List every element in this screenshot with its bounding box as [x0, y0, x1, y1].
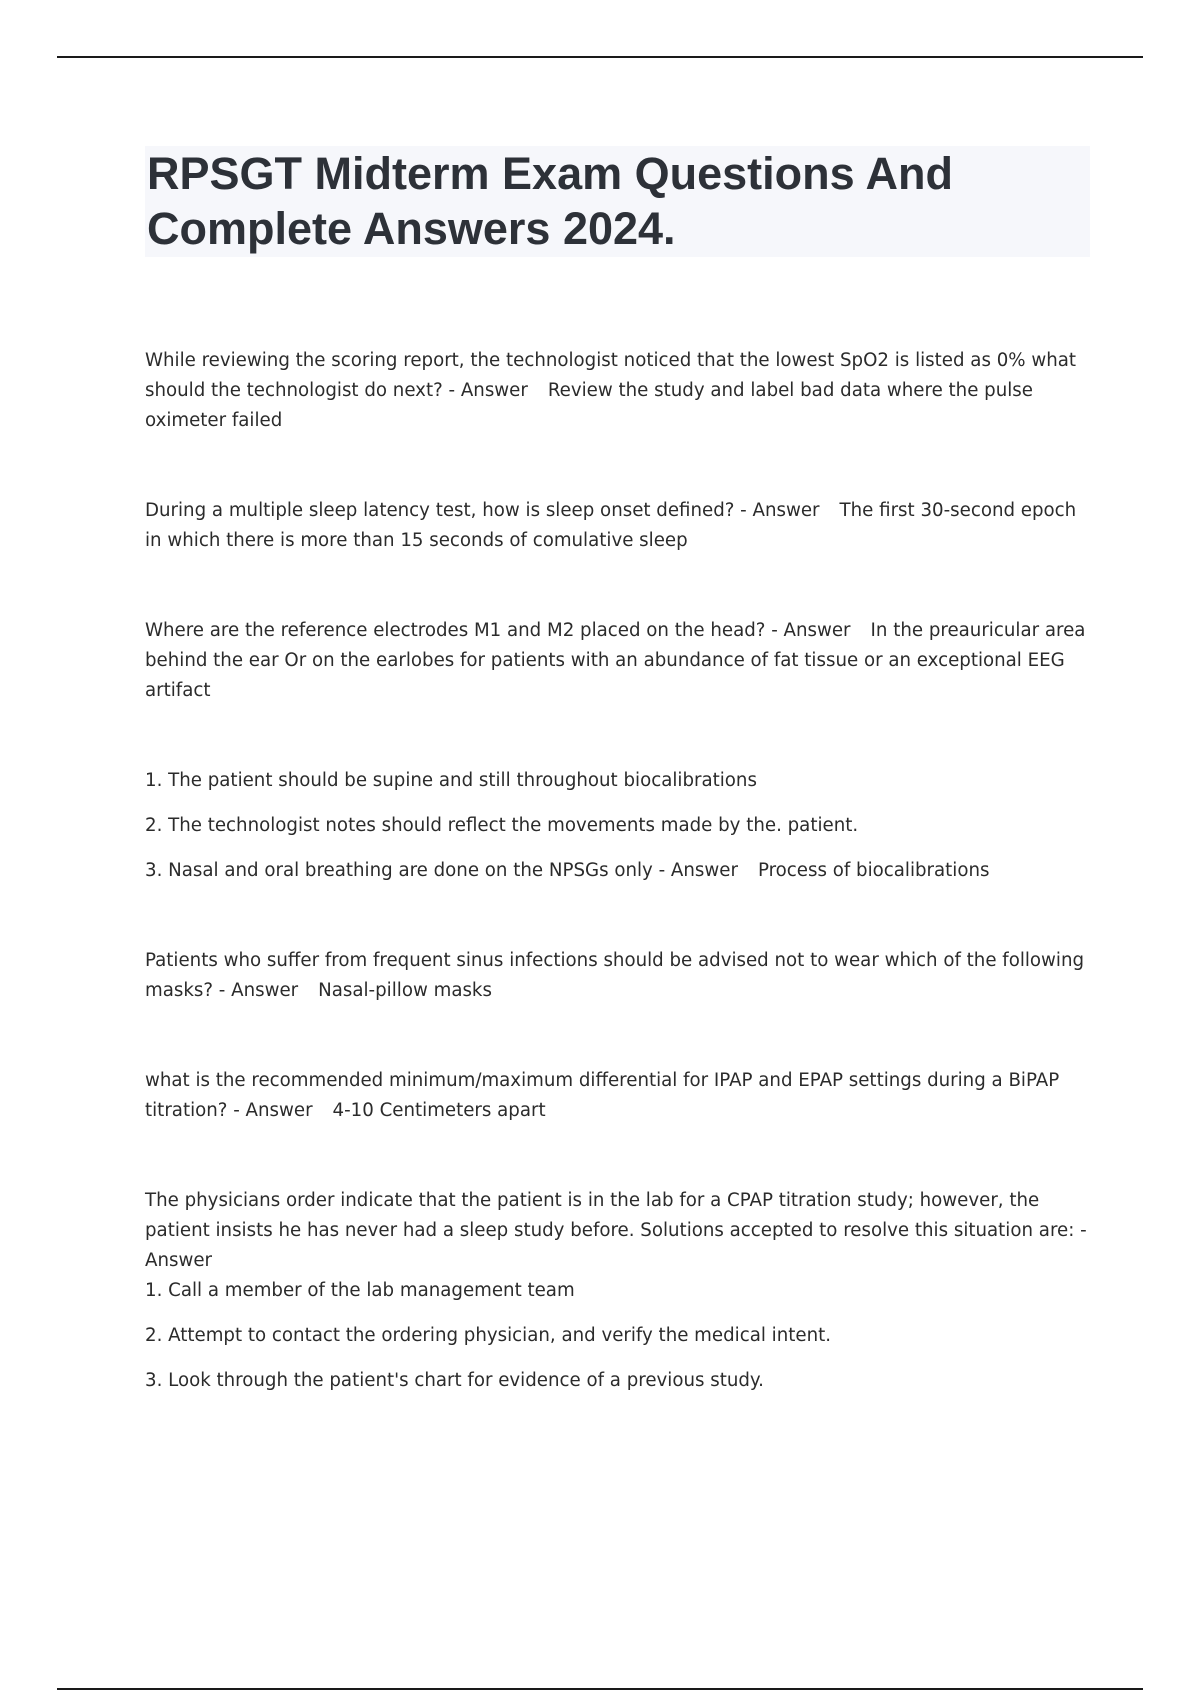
answer-text: 4-10 Centimeters apart — [332, 1100, 546, 1121]
list-line: 1. The patient should be supine and still throughout biocalibrations — [145, 770, 757, 791]
qa-item — [145, 766, 1095, 886]
answer-text: Nasal-pillow masks — [318, 980, 492, 1001]
qa-text — [145, 856, 1095, 886]
question-text: what is the recommended minimum/maximum differential for IPAP and EPAP settings during a BiPAP titration? - Answer — [145, 1070, 1060, 1121]
question-text: During a multiple sleep latency test, how is sleep onset defined? - Answer — [145, 500, 820, 521]
question-text: Where are the reference electrodes M1 and M2 placed on the head? - Answer — [145, 620, 851, 641]
document-body — [145, 346, 1095, 1456]
answer-line: 2. Attempt to contact the ordering physician, and verify the medical intent. — [145, 1325, 832, 1346]
answer-text: In the preauricular area behind the ear Or on the earlobes for patients with an abundance of fat tissue or an exceptional EEG artifact — [145, 620, 1086, 701]
question-text: Patients who suffer from frequent sinus infections should be advised not to wear which of the following masks? - Answer — [145, 950, 1085, 1001]
title-banner — [145, 146, 1090, 257]
question-text: While reviewing the scoring report, the technologist noticed that the lowest SpO2 is listed as 0% what should the technologist do next? - Answer — [145, 350, 1077, 401]
answer-text: The first 30-second epoch in which there is more than 15 seconds of comulative sleep — [145, 500, 1077, 551]
answer-text: Review the study and label bad data where the pulse oximeter failed — [145, 380, 1033, 431]
bottom-rule — [57, 1688, 1143, 1690]
question-text: 3. Nasal and oral breathing are done on the NPSGs only - Answer — [145, 860, 738, 881]
qa-item — [145, 346, 1095, 436]
qa-text — [145, 1066, 1095, 1126]
qa-item — [145, 496, 1095, 556]
top-rule — [57, 56, 1143, 58]
qa-text — [145, 616, 1095, 706]
question-text: The physicians order indicate that the patient is in the lab for a CPAP titration study; however, the patient insists he has never had a sleep study before. Solutions accepted to resolve this situation are: - Answer — [145, 1190, 1087, 1271]
qa-item — [145, 1186, 1095, 1396]
answer-line: 1. Call a member of the lab management team — [145, 1280, 575, 1301]
qa-text — [145, 346, 1095, 436]
answer-text: Process of biocalibrations — [757, 860, 990, 881]
qa-item — [145, 946, 1095, 1006]
qa-text — [145, 496, 1095, 556]
qa-item — [145, 616, 1095, 706]
page-title: RPSGT Midterm Exam Questions And Complete Answers 2024. — [147, 148, 953, 254]
qa-text — [145, 946, 1095, 1006]
answer-line: 3. Look through the patient's chart for evidence of a previous study. — [145, 1370, 764, 1391]
list-line: 2. The technologist notes should reflect the movements made by the. patient. — [145, 815, 859, 836]
qa-item — [145, 1066, 1095, 1126]
